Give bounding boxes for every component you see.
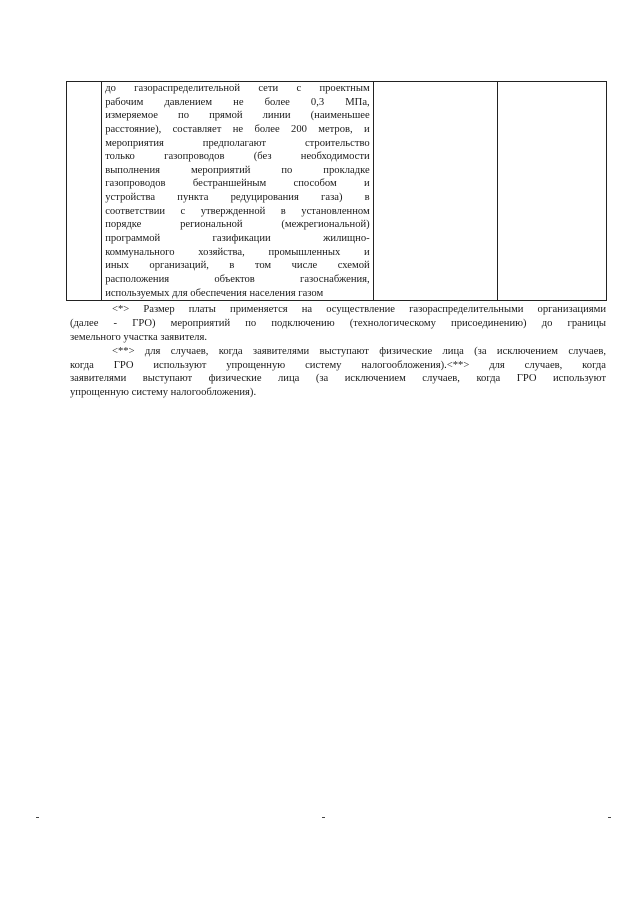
footnote-2 bbox=[70, 345, 606, 401]
tariff-table bbox=[66, 81, 607, 301]
description-line: расположения объектов газоснабжения, bbox=[105, 273, 370, 285]
description-text bbox=[102, 82, 373, 300]
table-cell-description bbox=[102, 82, 374, 301]
footnote-line: когда ГРО используют упрощенную систему налогообложения).<**> для случаев, когда bbox=[70, 359, 606, 371]
footnote-line: (далее - ГРО) мероприятий по подключению (технологическому присоединению) до границы bbox=[70, 317, 606, 329]
table-cell-number bbox=[67, 82, 102, 301]
scan-mark bbox=[36, 817, 39, 818]
description-line: только газопроводов (без необходимости bbox=[105, 151, 370, 163]
footnote-line: <*> Размер платы применяется на осуществление газораспределительными организациями bbox=[112, 304, 606, 315]
description-line: измеряемое по прямой линии (наименьшее bbox=[105, 110, 370, 122]
description-line: газопроводов бестраншейным способом и bbox=[105, 178, 370, 190]
scan-mark bbox=[322, 817, 325, 818]
footnote-line: заявителями выступают физические лица (за исключением случаев, когда ГРО используют bbox=[70, 373, 606, 385]
table-cell-value-1 bbox=[373, 82, 498, 301]
table-row bbox=[67, 82, 607, 301]
description-line: иных организаций, в том числе схемой bbox=[105, 260, 370, 272]
description-line: порядке региональной (межрегиональной) bbox=[105, 219, 370, 231]
description-line: программой газификации жилищно- bbox=[105, 233, 370, 245]
description-line: расстояние), составляет не более 200 метров, и bbox=[105, 123, 370, 135]
footnote-1 bbox=[70, 303, 606, 345]
footnote-line: земельного участка заявителя. bbox=[70, 331, 207, 343]
description-line: мероприятия предполагают строительство bbox=[105, 137, 370, 149]
description-line: соответствии с утвержденной в установленном bbox=[105, 205, 370, 217]
footnote-line: <**> для случаев, когда заявителями выступают физические лица (за исключением случаев, bbox=[112, 345, 606, 357]
footnotes bbox=[70, 303, 606, 400]
description-line: до газораспределительной сети с проектным bbox=[105, 83, 370, 94]
table-cell-value-2 bbox=[498, 82, 607, 301]
description-line: выполнения мероприятий по прокладке bbox=[105, 164, 370, 176]
footnote-line: упрощенную систему налогообложения). bbox=[70, 387, 257, 399]
description-line: устройства пункта редуцирования газа) в bbox=[105, 192, 370, 204]
scan-mark bbox=[608, 817, 611, 818]
description-line: используемых для обеспечения населения газом bbox=[105, 287, 324, 299]
description-line: коммунального хозяйства, промышленных и bbox=[105, 246, 370, 258]
description-line: рабочим давлением не более 0,3 МПа, bbox=[105, 96, 370, 108]
